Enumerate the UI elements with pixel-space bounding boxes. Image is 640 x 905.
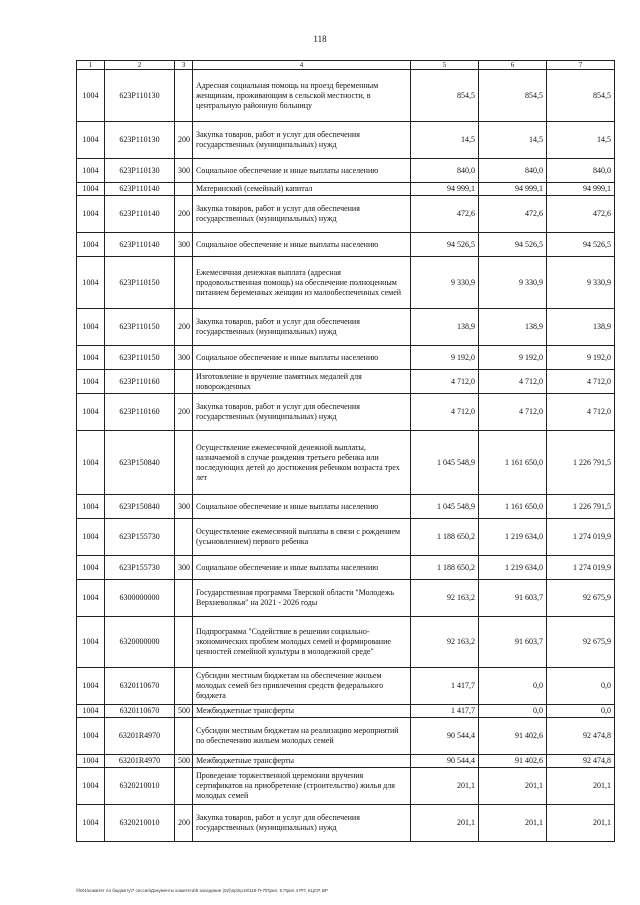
target-code-cell: 623P110160: [105, 370, 175, 394]
item-name-cell: Проведение торжественной церемонии вручения сертификатов на приобретение (строительство) жилья для молодых семей: [193, 768, 411, 805]
section-cell: 1004: [77, 346, 105, 370]
target-code-cell: 623P110140: [105, 196, 175, 233]
header-cell-7: 7: [547, 61, 615, 70]
amount-year2-cell: 1 161 650,0: [479, 495, 547, 519]
item-name-cell: Государственная программа Тверской области "Молодежь Верхневолжья" на 2021 - 2026 годы: [193, 580, 411, 617]
section-cell: 1004: [77, 233, 105, 257]
amount-year2-cell: 91 603,7: [479, 580, 547, 617]
expense-type-cell: 300: [175, 346, 193, 370]
item-name-cell: Социальное обеспечение и иные выплаты населению: [193, 233, 411, 257]
item-name-cell: Закупка товаров, работ и услуг для обеспечения государственных (муниципальных) нужд: [193, 309, 411, 346]
item-name-cell: Закупка товаров, работ и услуг для обеспечения государственных (муниципальных) нужд: [193, 394, 411, 431]
table-row: [77, 309, 615, 346]
table-row: [77, 805, 615, 842]
target-code-cell: 623P110130: [105, 159, 175, 183]
amount-year2-cell: 94 999,1: [479, 183, 547, 196]
section-cell: 1004: [77, 370, 105, 394]
amount-year1-cell: 90 544,4: [411, 755, 479, 768]
amount-year2-cell: 91 402,6: [479, 755, 547, 768]
amount-year2-cell: 9 192,0: [479, 346, 547, 370]
amount-year3-cell: 92 675,9: [547, 617, 615, 668]
amount-year1-cell: 1 188 650,2: [411, 556, 479, 580]
amount-year2-cell: 14,5: [479, 122, 547, 159]
amount-year1-cell: 1 045 548,9: [411, 495, 479, 519]
target-code-cell: 623P110140: [105, 183, 175, 196]
amount-year1-cell: 14,5: [411, 122, 479, 159]
amount-year2-cell: 472,6: [479, 196, 547, 233]
target-code-cell: 6320210010: [105, 805, 175, 842]
table-row: [77, 233, 615, 257]
section-cell: 1004: [77, 519, 105, 556]
expense-type-cell: [175, 183, 193, 196]
table-row: [77, 668, 615, 705]
section-cell: 1004: [77, 70, 105, 122]
item-name-cell: Межбюджетные трансферты: [193, 755, 411, 768]
table-row: [77, 159, 615, 183]
expense-type-cell: 500: [175, 705, 193, 718]
section-cell: 1004: [77, 431, 105, 495]
amount-year3-cell: 14,5: [547, 122, 615, 159]
budget-table: [76, 60, 615, 842]
expense-type-cell: [175, 768, 193, 805]
expense-type-cell: [175, 718, 193, 755]
amount-year3-cell: 854,5: [547, 70, 615, 122]
target-code-cell: 6320110670: [105, 668, 175, 705]
target-code-cell: 623P150840: [105, 495, 175, 519]
expense-type-cell: 200: [175, 805, 193, 842]
amount-year3-cell: 94 999,1: [547, 183, 615, 196]
amount-year3-cell: 1 274 019,9: [547, 519, 615, 556]
amount-year1-cell: 90 544,4: [411, 718, 479, 755]
expense-type-cell: 300: [175, 159, 193, 183]
item-name-cell: Закупка товаров, работ и услуг для обеспечения государственных (муниципальных) нужд: [193, 122, 411, 159]
section-cell: 1004: [77, 617, 105, 668]
table-row: [77, 122, 615, 159]
amount-year3-cell: 92 474,8: [547, 755, 615, 768]
amount-year1-cell: 9 192,0: [411, 346, 479, 370]
table-row: [77, 768, 615, 805]
target-code-cell: 623P110160: [105, 394, 175, 431]
section-cell: 1004: [77, 556, 105, 580]
item-name-cell: Социальное обеспечение и иные выплаты населению: [193, 556, 411, 580]
amount-year2-cell: 4 712,0: [479, 370, 547, 394]
amount-year1-cell: 1 188 650,2: [411, 519, 479, 556]
item-name-cell: Закупка товаров, работ и услуг для обеспечения государственных (муниципальных) нужд: [193, 196, 411, 233]
amount-year2-cell: 9 330,9: [479, 257, 547, 309]
header-cell-2: 2: [105, 61, 175, 70]
amount-year2-cell: 94 526,5: [479, 233, 547, 257]
table-row: [77, 718, 615, 755]
expense-type-cell: 300: [175, 495, 193, 519]
target-code-cell: 623P155730: [105, 556, 175, 580]
header-cell-3: 3: [175, 61, 193, 70]
amount-year2-cell: 1 219 634,0: [479, 556, 547, 580]
table-row: [77, 755, 615, 768]
expense-type-cell: 200: [175, 122, 193, 159]
amount-year3-cell: 0,0: [547, 705, 615, 718]
header-cell-4: 4: [193, 61, 411, 70]
amount-year1-cell: 1 417,7: [411, 668, 479, 705]
amount-year2-cell: 201,1: [479, 805, 547, 842]
amount-year3-cell: 1 274 019,9: [547, 556, 615, 580]
table-row: [77, 183, 615, 196]
amount-year3-cell: 201,1: [547, 805, 615, 842]
section-cell: 1004: [77, 159, 105, 183]
expense-type-cell: 300: [175, 233, 193, 257]
amount-year2-cell: 1 219 634,0: [479, 519, 547, 556]
amount-year2-cell: 4 712,0: [479, 394, 547, 431]
amount-year3-cell: 4 712,0: [547, 370, 615, 394]
item-name-cell: Закупка товаров, работ и услуг для обеспечения государственных (муниципальных) нужд: [193, 805, 411, 842]
amount-year3-cell: 4 712,0: [547, 394, 615, 431]
amount-year2-cell: 91 402,6: [479, 718, 547, 755]
section-cell: 1004: [77, 309, 105, 346]
amount-year3-cell: 92 675,9: [547, 580, 615, 617]
amount-year1-cell: 94 526,5: [411, 233, 479, 257]
amount-year2-cell: 854,5: [479, 70, 547, 122]
table-row: [77, 431, 615, 495]
item-name-cell: Осуществление ежемесячной денежной выплаты, назначаемой в случае рождения третьего ребенка или последующих детей до достижения ребенком возраста трех лет: [193, 431, 411, 495]
header-cell-5: 5: [411, 61, 479, 70]
section-cell: 1004: [77, 196, 105, 233]
section-cell: 1004: [77, 768, 105, 805]
section-cell: 1004: [77, 257, 105, 309]
target-code-cell: 6320210010: [105, 768, 175, 805]
target-code-cell: 6320000000: [105, 617, 175, 668]
amount-year2-cell: 91 603,7: [479, 617, 547, 668]
amount-year2-cell: 201,1: [479, 768, 547, 805]
amount-year3-cell: 138,9: [547, 309, 615, 346]
target-code-cell: 623P155730: [105, 519, 175, 556]
amount-year1-cell: 1 045 548,9: [411, 431, 479, 495]
item-name-cell: Изготовление и вручение памятных медалей для новорожденных: [193, 370, 411, 394]
target-code-cell: 623P110150: [105, 346, 175, 370]
expense-type-cell: [175, 519, 193, 556]
item-name-cell: Подпрограмма "Содействие в решении социально-экономических проблем молодых семей и формирование ценностей семейной культуры в молодежной среде": [193, 617, 411, 668]
table-row: [77, 370, 615, 394]
expense-type-cell: [175, 617, 193, 668]
amount-year3-cell: 1 226 791,5: [547, 431, 615, 495]
item-name-cell: Социальное обеспечение и иные выплаты населению: [193, 346, 411, 370]
amount-year1-cell: 9 330,9: [411, 257, 479, 309]
table-row: [77, 580, 615, 617]
amount-year1-cell: 472,6: [411, 196, 479, 233]
amount-year1-cell: 1 417,7: [411, 705, 479, 718]
amount-year2-cell: 840,0: [479, 159, 547, 183]
section-cell: 1004: [77, 705, 105, 718]
target-code-cell: 623P110140: [105, 233, 175, 257]
section-cell: 1004: [77, 755, 105, 768]
table-row: [77, 617, 615, 668]
amount-year3-cell: 92 474,8: [547, 718, 615, 755]
section-cell: 1004: [77, 495, 105, 519]
expense-type-cell: 300: [175, 556, 193, 580]
item-name-cell: Адресная социальная помощь на проезд беременным женщинам, проживающим в сельской местности, в центральную районную больницу: [193, 70, 411, 122]
amount-year2-cell: 1 161 650,0: [479, 431, 547, 495]
amount-year1-cell: 840,0: [411, 159, 479, 183]
amount-year1-cell: 92 163,2: [411, 580, 479, 617]
amount-year3-cell: 840,0: [547, 159, 615, 183]
table-row: [77, 70, 615, 122]
table-row: [77, 394, 615, 431]
target-code-cell: 623P110130: [105, 122, 175, 159]
amount-year1-cell: 94 999,1: [411, 183, 479, 196]
table-row: [77, 346, 615, 370]
table-row: [77, 705, 615, 718]
item-name-cell: Субсидии местным бюджетам на обеспечение жильем молодых семей без привлечения средств федерального бюджета: [193, 668, 411, 705]
table-row: [77, 519, 615, 556]
footer-file-path: \\fs01\комитет по бюджету\7 сессия\Документы комитета\8 заседание (02)\пр\пр18\118-П-7\Прил. 5 Прил 4 РП, КЦСР, ВР: [76, 888, 328, 893]
amount-year3-cell: 0,0: [547, 668, 615, 705]
amount-year2-cell: 138,9: [479, 309, 547, 346]
target-code-cell: 623P110150: [105, 309, 175, 346]
section-cell: 1004: [77, 122, 105, 159]
section-cell: 1004: [77, 805, 105, 842]
page-number: 118: [313, 34, 327, 44]
item-name-cell: Осуществление ежемесячной выплаты в связи с рождением (усыновлением) первого ребенка: [193, 519, 411, 556]
table-row: [77, 495, 615, 519]
amount-year1-cell: 4 712,0: [411, 370, 479, 394]
expense-type-cell: 200: [175, 394, 193, 431]
amount-year3-cell: 1 226 791,5: [547, 495, 615, 519]
amount-year2-cell: 0,0: [479, 705, 547, 718]
item-name-cell: Субсидии местным бюджетам на реализацию мероприятий по обеспечению жильем молодых семей: [193, 718, 411, 755]
expense-type-cell: [175, 370, 193, 394]
section-cell: 1004: [77, 394, 105, 431]
expense-type-cell: [175, 257, 193, 309]
header-row: [77, 61, 615, 70]
section-cell: 1004: [77, 718, 105, 755]
target-code-cell: 623P110150: [105, 257, 175, 309]
expense-type-cell: [175, 580, 193, 617]
amount-year1-cell: 854,5: [411, 70, 479, 122]
amount-year2-cell: 0,0: [479, 668, 547, 705]
amount-year1-cell: 4 712,0: [411, 394, 479, 431]
expense-type-cell: 200: [175, 309, 193, 346]
amount-year3-cell: 472,6: [547, 196, 615, 233]
expense-type-cell: 500: [175, 755, 193, 768]
amount-year1-cell: 201,1: [411, 768, 479, 805]
target-code-cell: 63201R4970: [105, 755, 175, 768]
section-cell: 1004: [77, 183, 105, 196]
header-cell-1: 1: [77, 61, 105, 70]
table-row: [77, 257, 615, 309]
item-name-cell: Межбюджетные трансферты: [193, 705, 411, 718]
amount-year3-cell: 9 192,0: [547, 346, 615, 370]
target-code-cell: 623P150840: [105, 431, 175, 495]
amount-year3-cell: 9 330,9: [547, 257, 615, 309]
target-code-cell: 6320110670: [105, 705, 175, 718]
target-code-cell: 6300000000: [105, 580, 175, 617]
amount-year1-cell: 92 163,2: [411, 617, 479, 668]
expense-type-cell: [175, 70, 193, 122]
section-cell: 1004: [77, 668, 105, 705]
expense-type-cell: [175, 431, 193, 495]
table-row: [77, 556, 615, 580]
amount-year1-cell: 138,9: [411, 309, 479, 346]
item-name-cell: Социальное обеспечение и иные выплаты населению: [193, 159, 411, 183]
amount-year3-cell: 94 526,5: [547, 233, 615, 257]
item-name-cell: Социальное обеспечение и иные выплаты населению: [193, 495, 411, 519]
table-row: [77, 196, 615, 233]
target-code-cell: 623P110130: [105, 70, 175, 122]
amount-year3-cell: 201,1: [547, 768, 615, 805]
header-cell-6: 6: [479, 61, 547, 70]
target-code-cell: 63201R4970: [105, 718, 175, 755]
item-name-cell: Ежемесячная денежная выплата (адресная продовольственная помощь) на обеспечение полноценным питанием беременных женщин из малообеспеченных семей: [193, 257, 411, 309]
section-cell: 1004: [77, 580, 105, 617]
amount-year1-cell: 201,1: [411, 805, 479, 842]
item-name-cell: Материнский (семейный) капитал: [193, 183, 411, 196]
expense-type-cell: [175, 668, 193, 705]
expense-type-cell: 200: [175, 196, 193, 233]
